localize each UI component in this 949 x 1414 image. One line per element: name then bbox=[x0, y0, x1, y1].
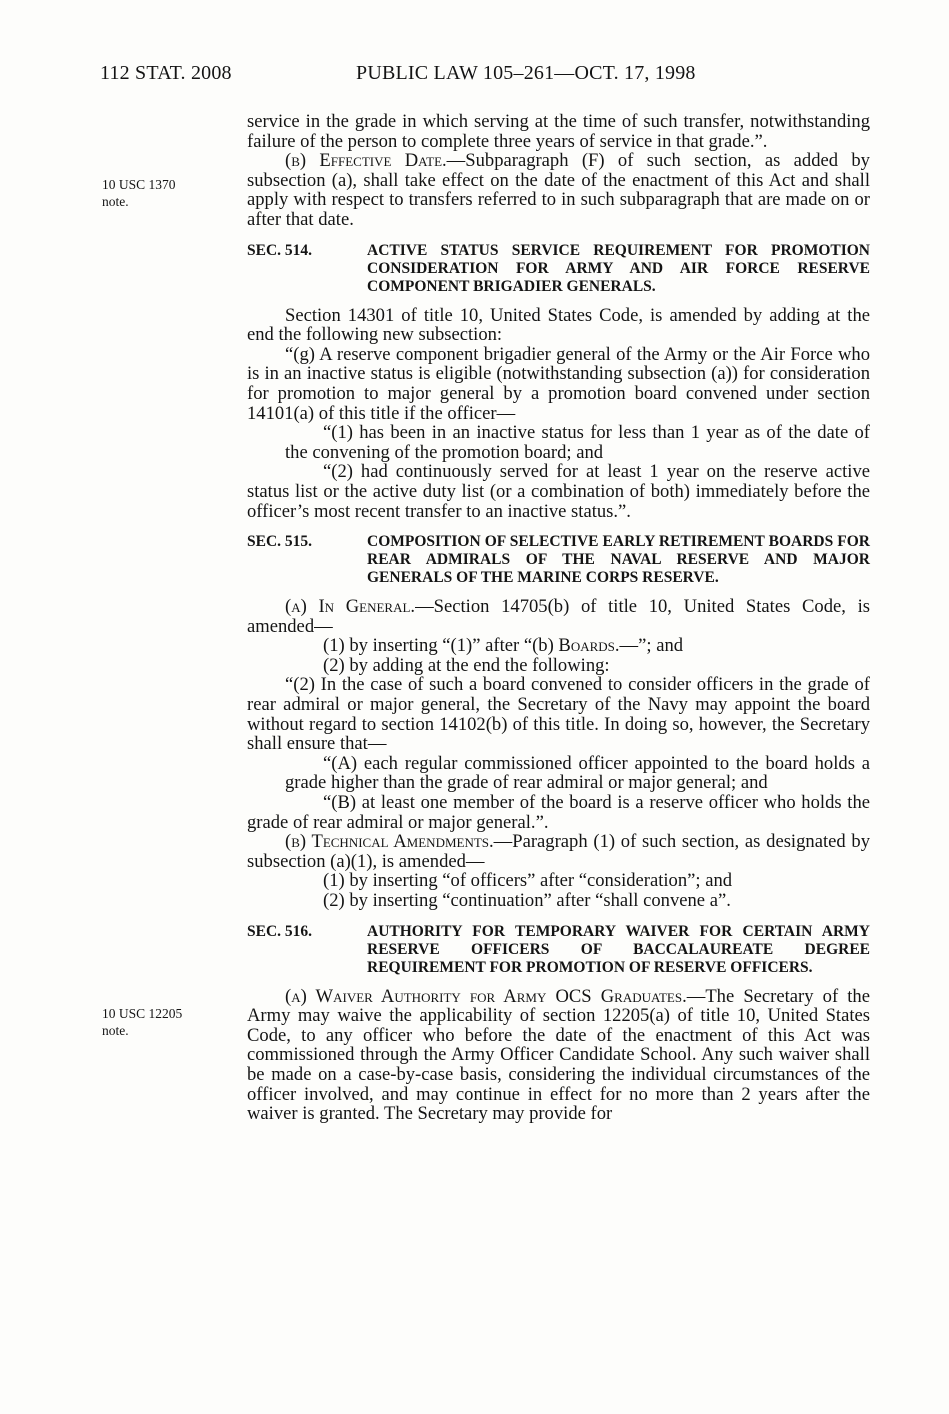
paragraph: “(A) each regular commissioned officer appointed to the board holds a grade higher than the grade of rear admiral or major general; and bbox=[285, 752, 870, 794]
paragraph: “(B) at least one member of the board is a reserve officer who holds the grade of rear admiral or major general.”. bbox=[247, 792, 870, 833]
section-number: SEC. 515. bbox=[247, 533, 313, 551]
body-text bbox=[247, 112, 870, 1124]
paragraph: “(1) has been in an inactive status for less than 1 year as of the date of the convening of the promotion board; and bbox=[285, 422, 870, 463]
margin-note-12205 bbox=[102, 1005, 182, 1039]
text-run-smallcaps: Boards bbox=[558, 635, 615, 657]
subsection-text: —Paragraph (1) of such section, as designated by subsection (a)(1), is amended— bbox=[247, 831, 870, 872]
paragraph: (2) by adding at the end the following: bbox=[323, 654, 610, 676]
paragraph-in-general bbox=[247, 597, 870, 636]
subsection-heading: (a) In General. bbox=[285, 596, 416, 618]
section-title: COMPOSITION OF SELECTIVE EARLY RETIREMENT BOARDS FOR REAR ADMIRALS OF THE NAVAL RESERVE AND MAJOR GENERALS OF THE MARINE CORPS RESERVE. bbox=[367, 533, 870, 587]
margin-note-label: note. bbox=[102, 1023, 129, 1038]
section-number: SEC. 514. bbox=[247, 241, 313, 259]
margin-note-citation: 10 USC 1370 bbox=[102, 177, 176, 192]
margin-note-label: note. bbox=[102, 194, 129, 209]
subsection-heading: (a) Waiver Authority for Army OCS Graduates. bbox=[285, 985, 687, 1007]
paragraph-technical-amendments bbox=[247, 832, 870, 871]
subsection-text: —Subparagraph (F) of such section, as added by subsection (a), shall take effect on the date of the enactment of this Act and shall apply with respect to transfers referred to in such subparagraph that are made on or after that date. bbox=[247, 150, 870, 230]
text-run: (1) by inserting “(1)” after “(b) bbox=[323, 635, 559, 657]
text-run: .—”; and bbox=[614, 635, 684, 657]
public-law-title: PUBLIC LAW 105–261—OCT. 17, 1998 bbox=[356, 62, 696, 84]
section-515-heading bbox=[247, 533, 870, 587]
subsection-text: —The Secretary of the Army may waive the applicability of section 12205(a) of title 10, United States Code, to any officer who before the date of the enactment of this Act was commissioned through the Army Officer Candidate School. Any such waiver shall be made on a case-by-case basis, considering the individual circumstances of the officer involved, and may continue in effect for no more than 2 years after the waiver is granted. The Secretary may provide for bbox=[247, 985, 870, 1125]
paragraph: (1) by inserting “of officers” after “consideration”; and bbox=[323, 870, 733, 892]
paragraph: Section 14301 of title 10, United States Code, is amended by adding at the end the following new subsection: bbox=[247, 304, 870, 346]
subsection-text: —Section 14705(b) of title 10, United States Code, is amended— bbox=[247, 596, 870, 637]
section-516-heading bbox=[247, 923, 870, 977]
subsection-heading: (b) Technical Amendments. bbox=[285, 831, 494, 853]
paragraph: “(2) had continuously served for at least 1 year on the reserve active status list or the active duty list (or a combination of both) immediately before the officer’s most recent transfer to an inactive status.”. bbox=[247, 461, 870, 522]
paragraph: “(g) A reserve component brigadier general of the Army or the Air Force who is in an inactive status is eligible (notwithstanding subsection (a)) for consideration for promotion to major general by a promotion board convened under section 14101(a) of this title if the officer— bbox=[247, 343, 870, 424]
section-514-heading bbox=[247, 242, 870, 296]
paragraph: “(2) In the case of such a board convened to consider officers in the grade of rear admiral or major general, the Secretary of the Navy may appoint the board without regard to section 14102(b) of this title. In doing so, however, the Secretary shall ensure that— bbox=[247, 674, 870, 755]
section-title: AUTHORITY FOR TEMPORARY WAIVER FOR CERTAIN ARMY RESERVE OFFICERS OF BACCALAUREATE DEGREE REQUIREMENT FOR PROMOTION OF RESERVE OFFICERS. bbox=[367, 922, 870, 976]
paragraph-effective-date bbox=[247, 151, 870, 229]
section-number: SEC. 516. bbox=[247, 922, 313, 940]
subsection-heading: (b) Effective Date. bbox=[285, 150, 447, 172]
margin-note-1370 bbox=[102, 176, 176, 210]
section-title: ACTIVE STATUS SERVICE REQUIREMENT FOR PROMOTION CONSIDERATION FOR ARMY AND AIR FORCE RESERVE COMPONENT BRIGADIER GENERALS. bbox=[367, 241, 870, 295]
paragraph-continuation: service in the grade in which serving at the time of such transfer, notwithstanding failure of the person to complete three years of service in that grade.”. bbox=[247, 111, 870, 152]
paragraph-waiver-authority bbox=[247, 987, 870, 1124]
paragraph bbox=[247, 636, 870, 656]
page-header bbox=[100, 62, 870, 90]
statute-page-number: 112 STAT. 2008 bbox=[100, 62, 232, 84]
paragraph: (2) by inserting “continuation” after “shall convene a”. bbox=[323, 890, 731, 911]
margin-note-citation: 10 USC 12205 bbox=[102, 1006, 183, 1021]
